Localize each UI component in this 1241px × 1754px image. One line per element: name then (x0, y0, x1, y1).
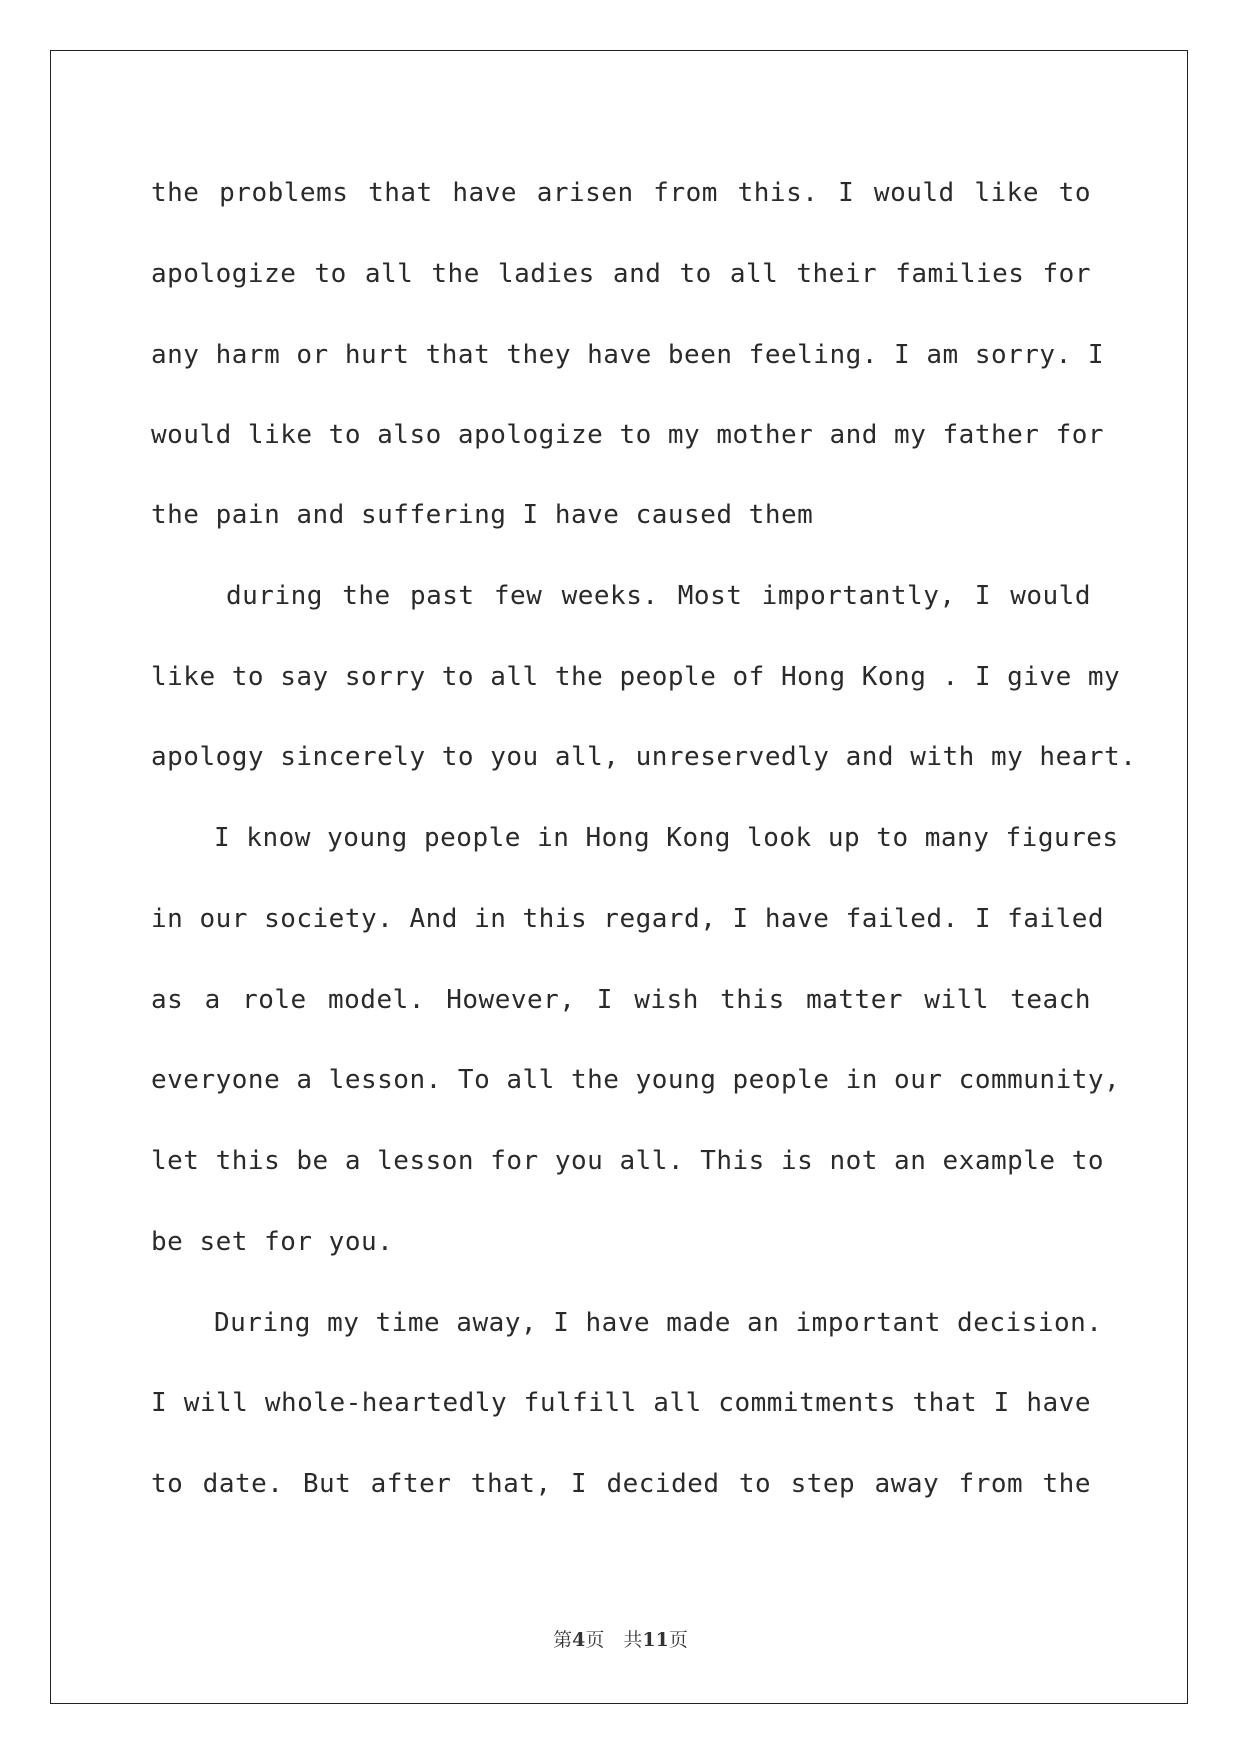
page-number-current: 4 (572, 1629, 586, 1651)
page-footer (0, 1625, 1241, 1652)
body-line-2: apologize to all the ladies and to all their families for (151, 259, 1091, 289)
body-line-3: any harm or hurt that they have been feeling. I am sorry. I (151, 340, 1105, 370)
body-line-9: I know young people in Hong Kong look up to many figures (214, 823, 1119, 853)
body-line-1: the problems that have arisen from this. I would like to (151, 178, 1091, 208)
body-line-15: During my time away, I have made an important decision. (214, 1308, 1103, 1338)
footer-middle: 页 共 (585, 1629, 643, 1651)
body-line-17: to date. But after that, I decided to step away from the (151, 1469, 1091, 1499)
body-line-5: the pain and suffering I have caused them (151, 500, 814, 530)
body-line-16: I will whole-heartedly fulfill all commitments that I have (151, 1388, 1091, 1418)
body-line-12: everyone a lesson. To all the young people in our community, (151, 1065, 1121, 1095)
body-line-14: be set for you. (151, 1227, 394, 1257)
body-line-6: during the past few weeks. Most importantly, I would (226, 581, 1091, 611)
body-line-7: like to say sorry to all the people of Hong Kong . I give my (151, 662, 1121, 692)
page-frame (50, 50, 1188, 1704)
body-line-10: in our society. And in this regard, I have failed. I failed (151, 904, 1105, 934)
footer-suffix: 页 (668, 1629, 688, 1651)
page-number-total: 11 (642, 1629, 669, 1651)
footer-prefix: 第 (553, 1629, 573, 1651)
body-line-11: as a role model. However, I wish this matter will teach (151, 985, 1091, 1015)
body-line-4: would like to also apologize to my mother and my father for (151, 420, 1105, 450)
body-line-8: apology sincerely to you all, unreservedly and with my heart. (151, 742, 1137, 772)
body-line-13: let this be a lesson for you all. This is not an example to (151, 1146, 1105, 1176)
